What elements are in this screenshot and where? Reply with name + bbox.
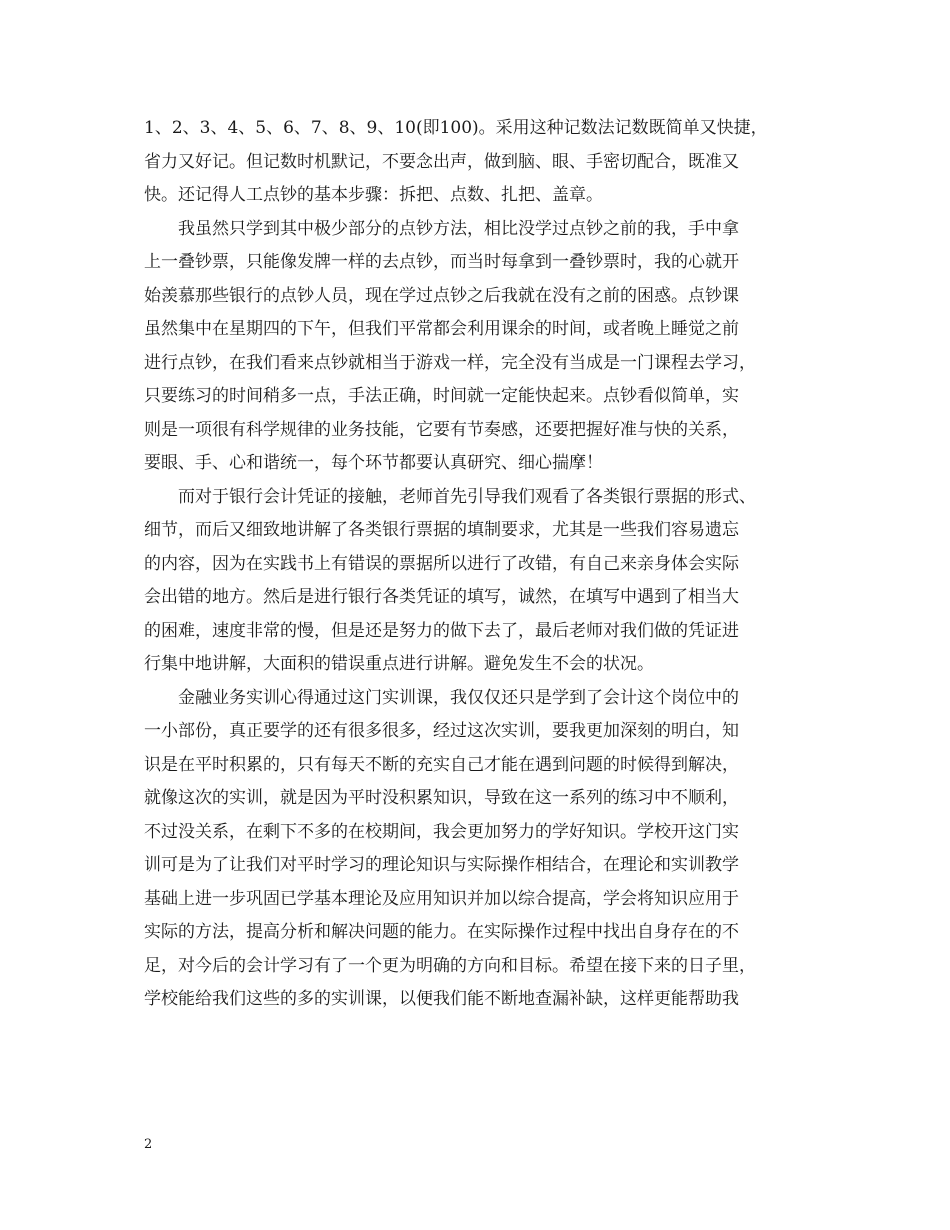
text-line: 足，对今后的会计学习有了一个更为明确的方向和目标。希望在接下来的日子里， [144,955,756,976]
page-number: 2 [144,1137,153,1152]
text-line: 始羡慕那些银行的点钞人员，现在学过点钞之后我就在没有之前的困惑。点钞课 [144,285,739,306]
text-line: 而对于银行会计凭证的接触，老师首先引导我们观看了各类银行票据的形式、 [178,486,756,507]
text-line: 则是一项很有科学规律的业务技能，它要有节奏感，还要把握好准与快的关系， [144,419,739,440]
text-line: 省力又好记。但记数时机默记，不要念出声，做到脑、眼、手密切配合，既准又 [144,151,739,172]
text-line: 会出错的地方。然后是进行银行各类凭证的填写，诚然，在填写中遇到了相当大 [144,587,739,607]
text-line: 上一叠钞票，只能像发牌一样的去点钞，而当时每拿到一叠钞票时，我的心就开 [144,252,739,272]
text-line: 的内容，因为在实践书上有错误的票据所以进行了改错，有自己来亲身体会实际 [144,553,739,574]
text-line: 快。还记得人工点钞的基本步骤：拆把、点数、扎把、盖章。 [144,185,603,205]
text-line: 训可是为了让我们对平时学习的理论知识与实际操作相结合，在理论和实训教学 [144,855,739,875]
text-line: 不过没关系，在剩下不多的在校期间，我会更加努力的学好知识。学校开这门实 [144,821,739,842]
text-line: 基础上进一步巩固已学基本理论及应用知识并加以综合提高，学会将知识应用于 [144,888,739,909]
text-line: 行集中地讲解，大面积的错误重点进行讲解。避免发生不会的状况。 [144,654,654,674]
text-line: 要眼、手、心和谐统一，每个环节都要认真研究、细心揣摩！ [144,453,603,473]
text-line: 1、2、3、4、5、6、7、8、9、10(即100)。采用这种记数法记数既简单又快捷， [144,118,768,138]
text-line: 就像这次的实训，就是因为平时没积累知识，导致在这一系列的练习中不顺利， [144,788,739,808]
text-line: 一小部份，真正要学的还有很多很多，经过这次实训，要我更加深刻的明白，知 [144,721,739,741]
text-line: 我虽然只学到其中极少部分的点钞方法，相比没学过点钞之前的我，手中拿 [178,218,739,239]
text-line: 虽然集中在星期四的下午，但我们平常都会利用课余的时间，或者晚上睡觉之前 [144,319,739,339]
text-line: 只要练习的时间稍多一点，手法正确，时间就一定能快起来。点钞看似简单，实 [144,386,739,406]
text-line: 学校能给我们这些的多的实训课，以便我们能不断地查漏补缺，这样更能帮助我 [144,989,739,1009]
text-line: 识是在平时积累的，只有每天不断的充实自己才能在遇到问题的时候得到解决， [144,754,739,775]
text-line: 实际的方法，提高分析和解决问题的能力。在实际操作过程中找出自身存在的不 [144,922,739,942]
text-line: 细节，而后又细致地讲解了各类银行票据的填制要求，尤其是一些我们容易遗忘 [144,520,739,540]
document-body [144,112,812,1017]
text-line: 进行点钞，在我们看来点钞就相当于游戏一样，完全没有当成是一门课程去学习， [144,352,756,373]
text-line: 金融业务实训心得通过这门实训课，我仅仅还只是学到了会计这个岗位中的 [178,687,739,708]
text-line: 的困难，速度非常的慢，但是还是努力的做下去了，最后老师对我们做的凭证进 [144,620,739,641]
